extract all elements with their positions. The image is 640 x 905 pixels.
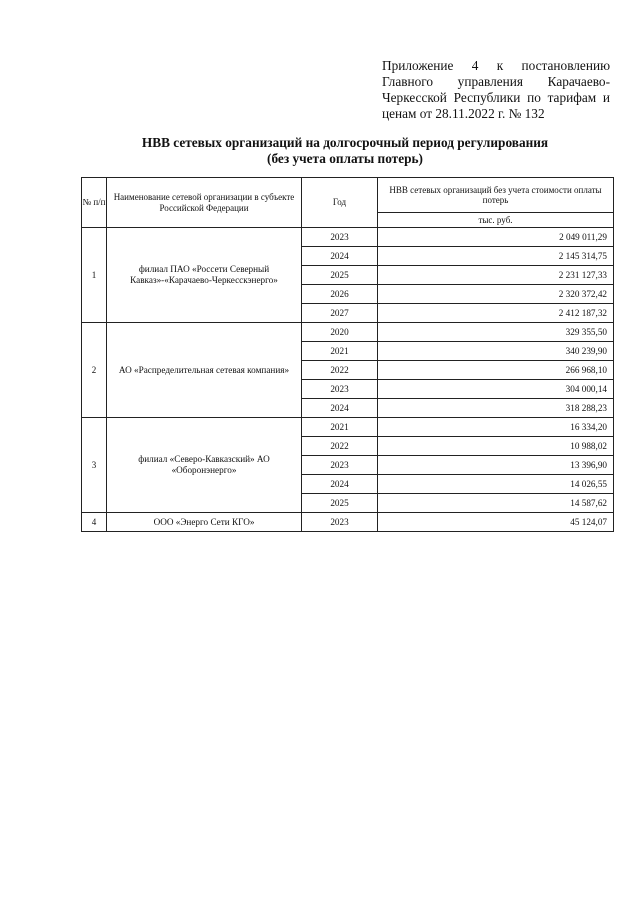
year-cell: 2021 xyxy=(302,342,378,361)
table-row xyxy=(82,228,614,247)
year-cell: 2024 xyxy=(302,475,378,494)
year-cell: 2023 xyxy=(302,228,378,247)
nvv-table xyxy=(81,177,614,532)
row-number: 1 xyxy=(82,228,107,323)
value-cell: 2 145 314,75 xyxy=(378,247,614,266)
value-cell: 2 412 187,32 xyxy=(378,304,614,323)
value-cell: 13 396,90 xyxy=(378,456,614,475)
year-cell: 2024 xyxy=(302,247,378,266)
appendix-note xyxy=(382,58,610,122)
appendix-line: Главного управления Карачаево- xyxy=(382,74,610,89)
value-cell: 14 587,62 xyxy=(378,494,614,513)
row-number: 2 xyxy=(82,323,107,418)
year-cell: 2025 xyxy=(302,266,378,285)
table-row xyxy=(82,513,614,532)
organization-name: ООО «Энерго Сети КГО» xyxy=(107,513,302,532)
value-cell: 266 968,10 xyxy=(378,361,614,380)
title-line-1: НВВ сетевых организаций на долгосрочный период регулирования xyxy=(141,135,549,150)
table-row xyxy=(82,418,614,437)
year-cell: 2023 xyxy=(302,380,378,399)
value-cell: 340 239,90 xyxy=(378,342,614,361)
year-cell: 2020 xyxy=(302,323,378,342)
appendix-line: Черкесской Республики по тарифам и xyxy=(382,90,610,105)
row-number: 4 xyxy=(82,513,107,532)
header-nvv: НВВ сетевых организаций без учета стоимости оплаты потерь xyxy=(378,178,614,213)
organization-name: АО «Распределительная сетевая компания» xyxy=(107,323,302,418)
year-cell: 2027 xyxy=(302,304,378,323)
table-header-row xyxy=(82,178,614,213)
year-cell: 2023 xyxy=(302,456,378,475)
year-cell: 2024 xyxy=(302,399,378,418)
header-unit: тыс. руб. xyxy=(378,213,614,228)
year-cell: 2023 xyxy=(302,513,378,532)
value-cell: 2 231 127,33 xyxy=(378,266,614,285)
header-org: Наименование сетевой организации в субъекте Российской Федерации xyxy=(107,178,302,228)
organization-name: филиал ПАО «Россети Северный Кавказ»-«Карачаево-Черкесскэнерго» xyxy=(107,228,302,323)
value-cell: 10 988,02 xyxy=(378,437,614,456)
year-cell: 2022 xyxy=(302,361,378,380)
table-row xyxy=(82,323,614,342)
organization-name: филиал «Северо-Кавказский» АО «Оборонэнерго» xyxy=(107,418,302,513)
year-cell: 2025 xyxy=(302,494,378,513)
value-cell: 2 320 372,42 xyxy=(378,285,614,304)
year-cell: 2022 xyxy=(302,437,378,456)
value-cell: 16 334,20 xyxy=(378,418,614,437)
year-cell: 2021 xyxy=(302,418,378,437)
year-cell: 2026 xyxy=(302,285,378,304)
document-title xyxy=(80,135,610,167)
header-num: № п/п xyxy=(82,178,107,228)
value-cell: 2 049 011,29 xyxy=(378,228,614,247)
value-cell: 318 288,23 xyxy=(378,399,614,418)
value-cell: 14 026,55 xyxy=(378,475,614,494)
value-cell: 329 355,50 xyxy=(378,323,614,342)
row-number: 3 xyxy=(82,418,107,513)
value-cell: 45 124,07 xyxy=(378,513,614,532)
appendix-line: Приложение 4 к постановлению xyxy=(382,58,610,73)
appendix-line: ценам от 28.11.2022 г. № 132 xyxy=(382,106,545,121)
title-line-2: (без учета оплаты потерь) xyxy=(267,151,423,166)
value-cell: 304 000,14 xyxy=(378,380,614,399)
header-year: Год xyxy=(302,178,378,228)
